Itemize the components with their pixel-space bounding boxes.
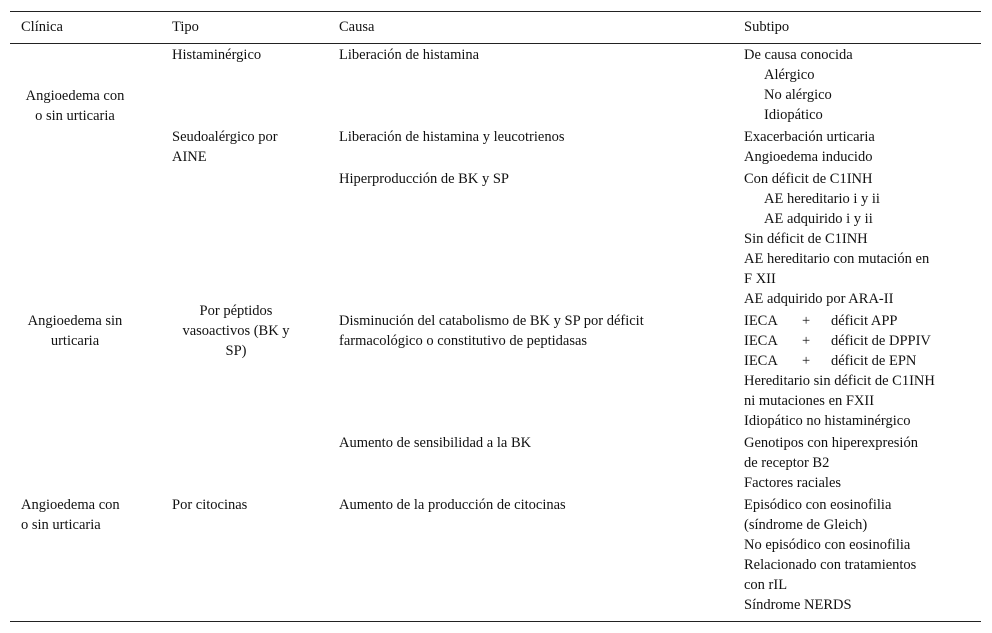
subtipo-sin-deficit: Sin déficit de C1INH xyxy=(744,231,868,247)
clinica-2-line2: urticaria xyxy=(50,333,100,349)
tipo-peptidos-line2: vasoactivos (BK y xyxy=(182,323,290,339)
subtipo-factores-raciales: Factores raciales xyxy=(744,475,842,491)
tipo-seudoalergico-line2: AINE xyxy=(172,149,207,165)
subtipo-angioedema-inducido: Angioedema inducido xyxy=(744,149,873,165)
tipo-histaminergico: Histaminérgico xyxy=(172,47,262,63)
subtipo-relacionado-line1: Relacionado con tratamientos xyxy=(744,557,917,573)
subtipo-idiopatico-no-hist: Idiopático no histaminérgico xyxy=(744,413,911,429)
clinica-2-line1: Angioedema sin xyxy=(27,313,123,329)
subtipo-relacionado-line2: con rIL xyxy=(744,577,788,593)
subtipo-genotipos-line1: Genotipos con hiperexpresión xyxy=(744,435,918,451)
subtipo-ieca-1-def: déficit APP xyxy=(831,313,898,329)
subtipo-ieca-2-def: déficit de DPPIV xyxy=(831,333,931,349)
tipo-citocinas: Por citocinas xyxy=(172,497,248,513)
header-subtipo: Subtipo xyxy=(744,19,790,35)
subtipo-ieca-3-def: déficit de EPN xyxy=(831,353,917,369)
header-bottom-rule xyxy=(10,43,981,44)
subtipo-ieca-1-drug: IECA xyxy=(744,313,778,329)
tipo-peptidos-line1: Por péptidos xyxy=(199,303,273,319)
causa-produccion: Aumento de la producción de citocinas xyxy=(339,497,566,513)
header-tipo: Tipo xyxy=(172,19,199,35)
causa-disminucion-line1: Disminución del catabolismo de BK y SP por déficit xyxy=(339,313,644,329)
subtipo-exacerbacion: Exacerbación urticaria xyxy=(744,129,875,145)
causa-disminucion-line2: farmacológico o constitutivo de peptidasas xyxy=(339,333,588,349)
clinica-1-line2: o sin urticaria xyxy=(35,108,115,124)
clinica-1-line1: Angioedema con xyxy=(25,88,125,104)
subtipo-hereditario-sin-line1: Hereditario sin déficit de C1INH xyxy=(744,373,935,389)
subtipo-no-episodico: No episódico con eosinofilia xyxy=(744,537,911,553)
subtipo-ae-ara: AE adquirido por ARA-II xyxy=(744,291,894,307)
subtipo-episodico-line1: Episódico con eosinofilia xyxy=(744,497,892,513)
subtipo-ae-fxii-line1: AE hereditario con mutación en xyxy=(744,251,930,267)
subtipo-genotipos-line2: de receptor B2 xyxy=(744,455,830,471)
table-bottom-rule xyxy=(10,621,981,622)
subtipo-ieca-1-op: + xyxy=(802,313,811,329)
subtipo-ae-hereditario: AE hereditario i y ii xyxy=(764,191,880,207)
subtipo-idiopatico: Idiopático xyxy=(764,107,823,123)
subtipo-alergico: Alérgico xyxy=(764,67,815,83)
subtipo-ieca-3-op: + xyxy=(802,353,811,369)
subtipo-episodico-line2: (síndrome de Gleich) xyxy=(744,517,868,533)
subtipo-ieca-3-drug: IECA xyxy=(744,353,778,369)
tipo-peptidos-line3: SP) xyxy=(225,343,247,359)
subtipo-con-deficit: Con déficit de C1INH xyxy=(744,171,873,187)
header-clinica: Clínica xyxy=(21,19,63,35)
subtipo-ae-adquirido: AE adquirido i y ii xyxy=(764,211,873,227)
tipo-seudoalergico-line1: Seudoalérgico por xyxy=(172,129,278,145)
subtipo-no-alergico: No alérgico xyxy=(764,87,832,103)
causa-histamina-leucotrienos: Liberación de histamina y leucotrienos xyxy=(339,129,565,145)
causa-sensibilidad: Aumento de sensibilidad a la BK xyxy=(339,435,532,451)
subtipo-ae-fxii-line2: F XII xyxy=(744,271,776,287)
subtipo-hereditario-sin-line2: ni mutaciones en FXII xyxy=(744,393,875,409)
table-top-rule xyxy=(10,11,981,12)
causa-histamina: Liberación de histamina xyxy=(339,47,480,63)
subtipo-nerds: Síndrome NERDS xyxy=(744,597,852,613)
header-causa: Causa xyxy=(339,19,375,35)
subtipo-causa-conocida: De causa conocida xyxy=(744,47,853,63)
subtipo-ieca-2-op: + xyxy=(802,333,811,349)
clinica-3-line1: Angioedema con xyxy=(21,497,120,513)
clinica-3-line2: o sin urticaria xyxy=(21,517,101,533)
causa-hiperproduccion: Hiperproducción de BK y SP xyxy=(339,171,509,187)
subtipo-ieca-2-drug: IECA xyxy=(744,333,778,349)
